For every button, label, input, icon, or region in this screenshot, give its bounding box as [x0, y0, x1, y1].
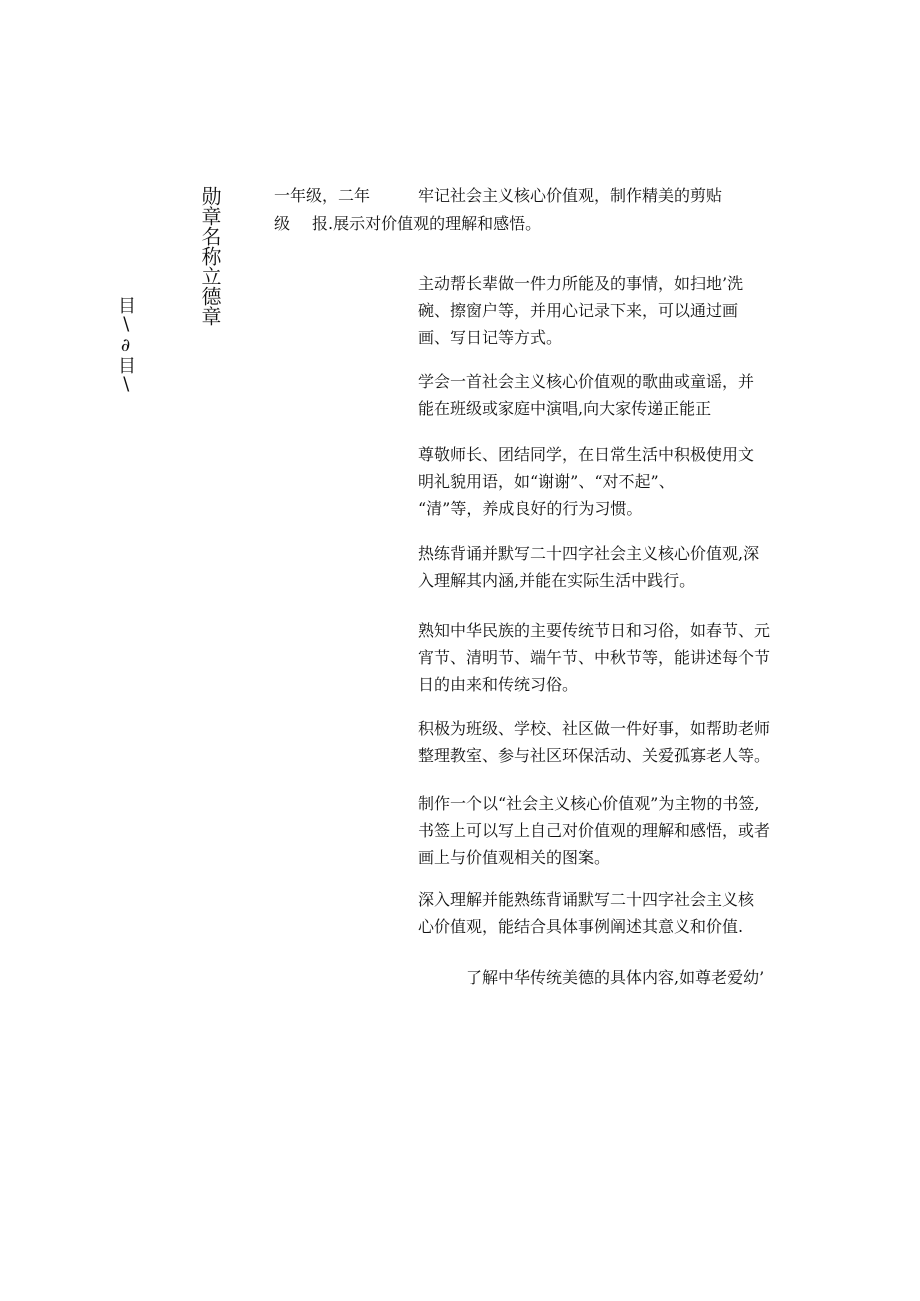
requirement-item-6 [418, 617, 794, 698]
requirement-item-8 [418, 790, 794, 871]
grade-label-line1: 一年级，二年 [274, 186, 371, 205]
requirement-item-10 [466, 964, 796, 991]
requirement-line: 了解中华传统美德的具体内容,如尊老爱幼’ [466, 968, 765, 987]
requirement-line: 学会一首社会主义核心价值观的歌曲或童谣，并 [418, 372, 755, 391]
requirement-line: 报.展示对价值观的理解和感悟。 [312, 214, 542, 233]
requirement-line: “清”等，养成良好的行为习惯。 [418, 499, 643, 518]
requirement-item-7 [418, 715, 794, 769]
requirement-item-4 [418, 441, 794, 522]
requirement-line: 画上与价值观相关的图案。 [418, 848, 611, 867]
requirement-line: 碗、擦窗户等，并用心记录下来，可以通过画 [418, 301, 739, 320]
requirement-line: 画、写日记等方式。 [418, 328, 563, 347]
requirement-line: 主动帮长辈做一件力所能及的事情，如扫地’洗 [418, 274, 744, 293]
requirement-item-2 [418, 270, 794, 351]
requirement-item-1 [312, 182, 782, 238]
requirement-line: 制作一个以“社会主义核心价值观”为主物的书签, [418, 794, 760, 813]
requirement-line: 书签上可以写上自己对价值观的理解和感悟，或者 [418, 821, 771, 840]
requirement-item-9 [418, 886, 794, 940]
grade-label-line2: 级 [274, 214, 291, 233]
requirement-item-3 [418, 368, 794, 422]
badge-title: 勋章名称立德章 [198, 186, 222, 326]
requirement-line: 心价值观，能结合具体事例阐述其意义和价值. [418, 917, 744, 936]
requirement-line: 宵节、清明节、端午节、中秋节等，能讲述每个节 [418, 648, 771, 667]
requirement-line: 能在班级或家庭中演唱,向大家传递正能正 [418, 399, 712, 418]
requirement-line: 深入理解并能熟练背诵默写二十四字社会主义核 [418, 890, 755, 909]
requirement-line: 牢记社会主义核心价值观，制作精美的剪贴 [418, 186, 723, 205]
requirement-line: 尊敬师长、团结同学，在日常生活中积极使用文 [418, 445, 755, 464]
requirement-line: 整理教室、参与社区环保活动、关爱孤寡老人等。 [418, 746, 771, 765]
margin-marks: 目∖∂目∖ [115, 296, 136, 395]
requirement-line: 热练背诵并默写二十四字社会主义核心价值观,深 [418, 544, 760, 563]
requirement-line: 明礼貌用语，如“谢谢”、“对不起”、 [418, 472, 675, 491]
requirement-line: 熟知中华民族的主要传统节日和习俗，如春节、元 [418, 621, 771, 640]
requirement-line: 积极为班级、学校、社区做一件好事，如帮助老师 [418, 719, 771, 738]
requirement-line: 日的由来和传统习俗。 [418, 675, 579, 694]
requirement-line: 入理解其内涵,并能在实际生活中践行。 [418, 571, 696, 590]
requirement-item-5 [418, 540, 794, 594]
